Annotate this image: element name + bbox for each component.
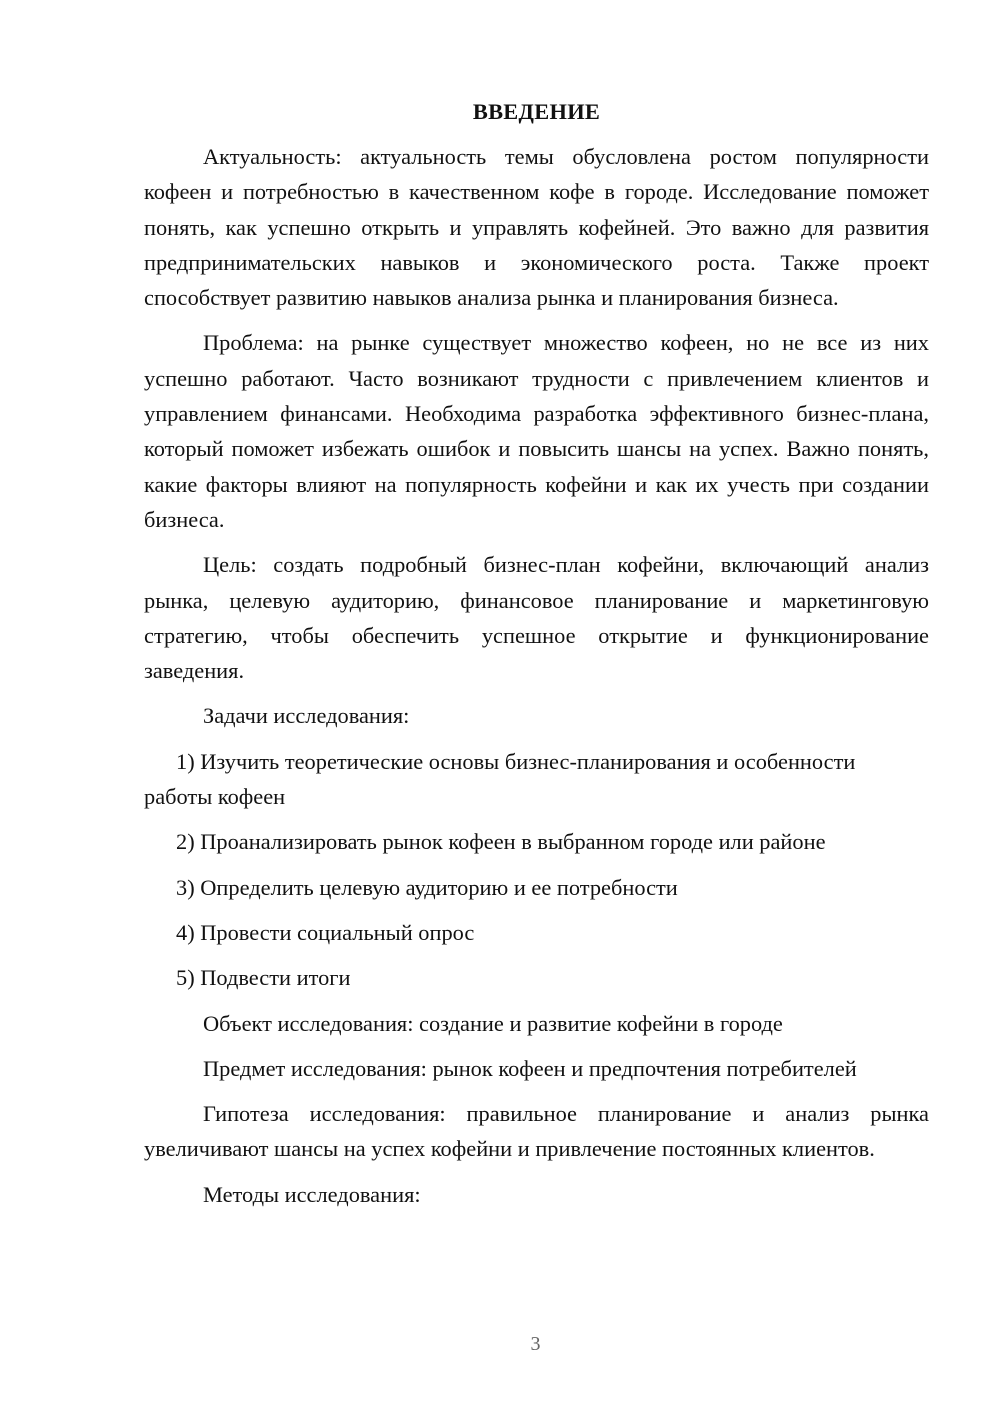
hypothesis-paragraph: Гипотеза исследования: правильное планирование и анализ рынка увеличивают шансы на успех кофейни и привлечение постоянных клиентов. (144, 1101, 929, 1162)
object-paragraph: Объект исследования: создание и развитие кофейни в городе (203, 1010, 783, 1036)
methods-heading: Методы исследования: (203, 1181, 421, 1207)
page-number: 3 (530, 1333, 541, 1355)
task-item-2: 2) Проанализировать рынок кофеен в выбранном городе или районе (176, 829, 826, 855)
tasks-heading: Задачи исследования: (203, 703, 410, 729)
page-title: ВВЕДЕНИЕ (472, 99, 601, 124)
task-item-4: 4) Провести социальный опрос (176, 919, 475, 945)
page-body (144, 94, 929, 1222)
problem-paragraph: Проблема: на рынке существует множество кофеен, но не все из них успешно работают. Часто возникают трудности с привлечением клиентов и управлением финансами. Необходима разработка эффективного бизнес-плана, который поможет избежать ошибок и повысить шансы на успех. Важно понять, какие факторы влияют на популярность кофейни и как их учесть при создании бизнеса. (144, 330, 929, 532)
task-item-1: 1) Изучить теоретические основы бизнес-планирования и особенности работы кофеен (144, 748, 856, 810)
goal-paragraph: Цель: создать подробный бизнес-план кофейни, включающий анализ рынка, целевую аудиторию, финансовое планирование и маркетинговую стратегию, чтобы обеспечить успешное открытие и функционирование заведения. (144, 552, 929, 684)
subject-paragraph: Предмет исследования: рынок кофеен и предпочтения потребителей (203, 1055, 857, 1081)
task-item-3: 3) Определить целевую аудиторию и ее потребности (176, 874, 678, 900)
relevance-paragraph: Актуальность: актуальность темы обусловлена ростом популярности кофеен и потребностью в качественном кофе в городе. Исследование поможет понять, как успешно открыть и управлять кофейней. Это важно для развития предпринимательских навыков и экономического роста. Также проект способствует развитию навыков анализа рынка и планирования бизнеса. (144, 144, 929, 311)
task-item-5: 5) Подвести итоги (176, 965, 351, 991)
